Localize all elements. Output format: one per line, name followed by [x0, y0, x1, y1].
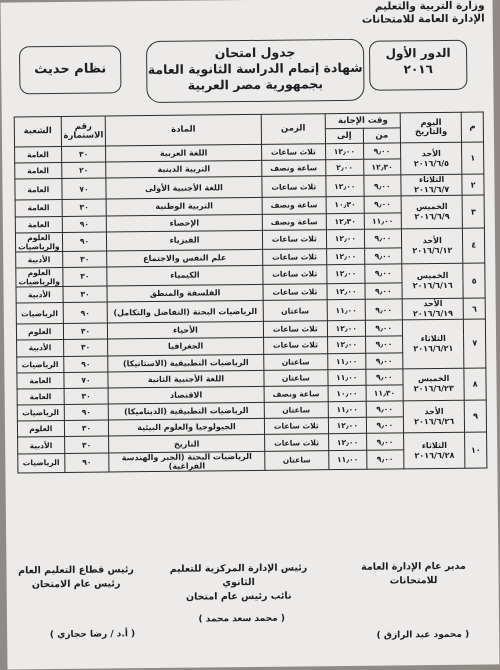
row-subject: الرياضيات التطبيقية (الاستاتيكا) [108, 354, 263, 372]
title-line-3: بجمهورية مصر العربية [187, 76, 324, 93]
row-duration: ساعتان [264, 402, 329, 419]
row-to: ١٢٫٠٠ [327, 229, 365, 248]
row-to: ٢٫٠٠ [326, 159, 364, 176]
signatory-subtitle: رئيس عام الامتحان [31, 578, 121, 591]
row-form-no: ٩٠ [62, 232, 107, 251]
row-to: ١١٫٠٠ [327, 299, 365, 320]
row-to: ١٢٫٠٠ [329, 434, 367, 451]
col-form-no: رقم الاستمارة [61, 116, 106, 146]
row-subject: التاريخ [109, 435, 264, 453]
table-row [16, 263, 485, 287]
exam-schedule-sheet [1, 0, 500, 670]
row-index: ٥ [463, 263, 485, 298]
row-from: ١٢٫٣٠ [363, 159, 401, 176]
col-day-date: اليوم والتاريخ [400, 112, 462, 143]
row-day: الثلاثاء [421, 440, 448, 450]
row-date: ٢٠١٦/٦/٢٨ [414, 450, 455, 460]
row-duration: ساعتان [263, 369, 328, 386]
row-from: ٩٫٠٠ [365, 336, 403, 353]
row-to: ١٢٫٠٠ [328, 418, 366, 435]
row-index: ٢ [462, 174, 484, 195]
system-label: نظام حديث [34, 61, 107, 78]
row-subject: الرياضيات البحتة (التفاضل والتكامل) [108, 300, 263, 323]
ministry-line-1: وزارة التربية والتعليم [374, 0, 485, 13]
row-from: ١١٫٠٠ [364, 212, 402, 229]
signature-name-3: ( أ.د / رضا حجازي ) [49, 629, 136, 641]
col-duration: الزمن [261, 114, 326, 145]
row-index: ٦ [463, 298, 485, 319]
row-day: الخميس [416, 201, 448, 212]
ministry-header [335, 0, 485, 27]
row-duration: ثلاث ساعات [261, 144, 326, 161]
row-day-date [403, 400, 465, 433]
row-from: ٩٫٠٠ [365, 352, 403, 369]
row-index: ٤ [463, 228, 485, 263]
signature-name-2: ( محمد سعد محمد ) [198, 613, 286, 625]
round-year: ٢٠١٦ [403, 62, 433, 77]
row-form-no: ٣٠ [64, 420, 109, 437]
row-division: العلوم [17, 421, 64, 438]
row-from: ٩٫٠٠ [366, 433, 404, 450]
row-index: ٣ [462, 195, 484, 228]
row-form-no: ٩٠ [64, 453, 109, 472]
row-subject: اللغة الأجنبية الثانية [108, 370, 263, 388]
row-division: العامة [15, 163, 62, 180]
row-duration: ثلاث ساعات [262, 248, 327, 265]
row-division: الرياضيات [17, 405, 64, 422]
row-from: ٩٫٠٠ [365, 283, 403, 300]
row-division: العامة [15, 200, 62, 217]
row-index: ٩ [465, 400, 487, 433]
row-day: الأحد [421, 148, 441, 158]
row-subject: الرياضيات التطبيقية (الديناميكا) [109, 402, 264, 420]
row-date: ٢٠١٦/٦/٢٣ [413, 384, 454, 394]
row-duration: ساعة ونصف [262, 197, 327, 214]
row-form-no: ٣٠ [62, 267, 107, 286]
row-from: ١١٫٣٠ [366, 385, 404, 402]
row-to: ١٢٫٠٠ [326, 143, 364, 160]
row-form-no: ٧٠ [61, 178, 106, 199]
row-to: ١٠٫٣٠ [326, 197, 364, 214]
row-from: ٩٫٠٠ [366, 401, 404, 418]
row-day: الخميس [417, 374, 450, 384]
row-form-no: ٢٠ [61, 162, 106, 179]
row-to: ١١٫٠٠ [328, 353, 366, 370]
table-header-row [14, 112, 483, 132]
row-subject: التربية الوطنية [107, 198, 262, 216]
row-duration: ثلاث ساعات [263, 284, 328, 301]
row-date: ٢٠١٦/٦/٧ [414, 185, 450, 195]
col-from: من [363, 128, 401, 143]
row-duration: ساعة ونصف [261, 160, 326, 177]
row-day: الخميس [416, 270, 449, 281]
row-index: ٨ [464, 368, 486, 401]
row-duration: ثلاث ساعات [264, 418, 329, 435]
row-from: ٩٫٠٠ [364, 196, 402, 213]
signatory-central-admin [158, 561, 318, 605]
row-from: ٩٫٠٠ [364, 229, 402, 248]
row-day: الأحد [423, 299, 443, 309]
signatory-title: مدير عام الإدارة العامة للامتحانات [361, 560, 466, 587]
row-date: ٢٠١٦/٦/١٢ [412, 245, 453, 256]
row-form-no: ٣٠ [61, 146, 106, 163]
row-form-no: ٣٠ [64, 388, 109, 405]
row-form-no: ٧٠ [63, 372, 108, 389]
row-to: ١٢٫٠٠ [328, 337, 366, 354]
col-index: م [462, 112, 484, 142]
row-day: الثلاثاء [420, 333, 446, 344]
row-day-date [402, 319, 464, 368]
row-date: ٢٠١٦/٦/١٩ [412, 308, 454, 319]
round-label: الدور الأول [385, 45, 451, 61]
row-from: ٩٫٠٠ [363, 143, 401, 160]
row-from: ٩٫٠٠ [363, 175, 401, 196]
row-form-no: ٩٠ [63, 355, 108, 372]
signatory-general-manager [338, 560, 488, 590]
row-division: الأدبية [18, 437, 65, 454]
row-form-no: ٩٠ [62, 216, 107, 233]
col-subject: المادة [106, 114, 261, 146]
row-form-no: ٣٠ [64, 436, 109, 453]
row-subject: الأحياء [108, 321, 263, 339]
row-duration: ثلاث ساعات [262, 229, 327, 249]
col-to: إلى [325, 128, 363, 143]
row-to: ١١٫٠٠ [328, 401, 366, 418]
row-form-no: ٣٠ [63, 339, 108, 356]
signature-name-1: ( محمود عبد الرازق ) [376, 629, 470, 641]
row-day-date [401, 175, 462, 197]
system-box [19, 45, 121, 94]
row-to: ١١٫٠٠ [329, 450, 367, 469]
row-duration: ساعة ونصف [262, 213, 327, 230]
row-subject: الجغرافيا [108, 338, 263, 356]
title-line-2: شهادة إتمام الدراسة الثانوية العامة [147, 59, 363, 78]
exam-round-box [369, 40, 468, 91]
ministry-line-2: الإدارة العامة للامتحانات [361, 12, 485, 26]
row-day: الأحد [424, 406, 444, 416]
row-division: الرياضيات [18, 453, 65, 472]
row-division: العامة [17, 372, 64, 389]
row-index: ١ [462, 142, 484, 175]
title-line-1: جدول امتحان [214, 44, 296, 61]
row-to: ١٢٫٠٠ [327, 283, 365, 300]
row-subject: الاقتصاد [108, 386, 263, 404]
row-day-date [402, 263, 464, 299]
row-duration: ثلاث ساعات [264, 434, 329, 451]
row-day: الثلاثاء [418, 175, 445, 185]
row-form-no: ٣٠ [62, 199, 107, 216]
row-subject: الرياضيات البحتة (الجبر والهندسة الفراغية) [109, 451, 264, 472]
row-division: العامة [17, 388, 64, 405]
row-form-no: ٩٠ [63, 302, 108, 323]
row-day-date [403, 368, 465, 401]
row-from: ٩٫٠٠ [365, 369, 403, 386]
row-subject: الفلسفة والمنطق [107, 284, 262, 302]
col-division: الشعبة [14, 116, 61, 146]
row-division: العامة [15, 146, 62, 163]
row-subject: اللغة العربية [106, 144, 261, 162]
row-duration: ثلاث ساعات [263, 337, 328, 354]
row-duration: ثلاث ساعات [261, 176, 326, 198]
signatory-sector-head [8, 563, 143, 592]
row-day-date [401, 228, 463, 264]
row-division: العامة [15, 179, 62, 200]
col-answer-time: وقت الإجابة [325, 113, 400, 129]
row-to: ١٢٫٣٠ [326, 213, 364, 230]
row-form-no: ٩٠ [64, 404, 109, 421]
row-from: ٩٫٠٠ [366, 450, 404, 469]
row-date: ٢٠١٦/٦/٩ [414, 211, 450, 222]
row-division: الرياضيات [17, 356, 64, 373]
row-subject: التربية الدينية [106, 161, 261, 179]
row-division: العلوم والرياضيات [15, 232, 62, 251]
row-duration: ثلاث ساعات [263, 321, 328, 338]
row-to: ١٢٫٠٠ [327, 320, 365, 337]
row-duration: ساعة ونصف [264, 386, 329, 403]
row-index: ٧ [464, 319, 486, 368]
row-subject: اللغة الأجنبية الأولى [106, 177, 261, 200]
row-day-date [404, 433, 466, 469]
row-duration: ثلاث ساعات [262, 265, 327, 285]
row-division: الأدبية [16, 286, 63, 303]
row-form-no: ٣٠ [63, 323, 108, 340]
row-division: الرياضيات [16, 303, 63, 324]
table-row [15, 228, 484, 252]
row-to: ١٢٫٠٠ [327, 248, 365, 265]
row-day-date [402, 298, 463, 320]
row-subject: الكيمياء [107, 265, 262, 286]
row-division: العامة [15, 216, 62, 233]
row-from: ٩٫٠٠ [365, 320, 403, 337]
row-division: الأدبية [17, 340, 64, 357]
row-to: ١٠٫٠٠ [328, 385, 366, 402]
row-date: ٢٠١٦/٦/٥ [413, 158, 450, 168]
row-subject: الفيزياء [107, 230, 262, 251]
row-form-no: ٣٠ [63, 286, 108, 303]
row-division: الأدبية [16, 251, 63, 268]
row-day: الأحد [422, 235, 442, 246]
row-date: ٢٠١٦/٦/١٦ [412, 280, 453, 291]
schedule-table [14, 112, 488, 474]
row-index: ١٠ [465, 432, 487, 467]
row-from: ٩٫٠٠ [365, 299, 403, 320]
signatory-subtitle: نائب رئيس عام امتحان [185, 590, 292, 603]
signatory-title: رئيس قطاع التعليم العام [18, 564, 134, 577]
row-subject: علم النفس والاجتماع [107, 249, 262, 267]
row-day-date [401, 196, 463, 229]
row-subject: الجيولوجيا والعلوم البيئية [109, 419, 264, 437]
signatory-title: رئيس الإدارة المركزية للتعليم الثانوي [169, 562, 308, 589]
row-date: ٢٠١٦/٦/٢٦ [414, 416, 455, 427]
row-division: العلوم [16, 324, 63, 341]
row-duration: ساعتان [263, 300, 328, 322]
row-from: ٩٫٠٠ [366, 417, 404, 434]
row-to: ١٢٫٠٠ [327, 264, 365, 283]
title-box [146, 39, 365, 103]
row-to: ١٢٫٠٠ [326, 176, 364, 197]
row-form-no: ٣٠ [62, 251, 107, 268]
row-division: العلوم والرياضيات [16, 267, 63, 286]
row-date: ٢٠١٦/٦/٢١ [413, 343, 454, 354]
row-day-date [401, 142, 463, 175]
row-to: ١١٫٠٠ [328, 369, 366, 386]
row-duration: ساعتان [264, 450, 329, 470]
row-duration: ساعتان [263, 353, 328, 370]
row-subject: الإحصاء [107, 214, 262, 232]
row-from: ٩٫٠٠ [364, 248, 402, 265]
row-from: ٩٫٠٠ [364, 264, 402, 283]
signatures-block [16, 560, 488, 615]
